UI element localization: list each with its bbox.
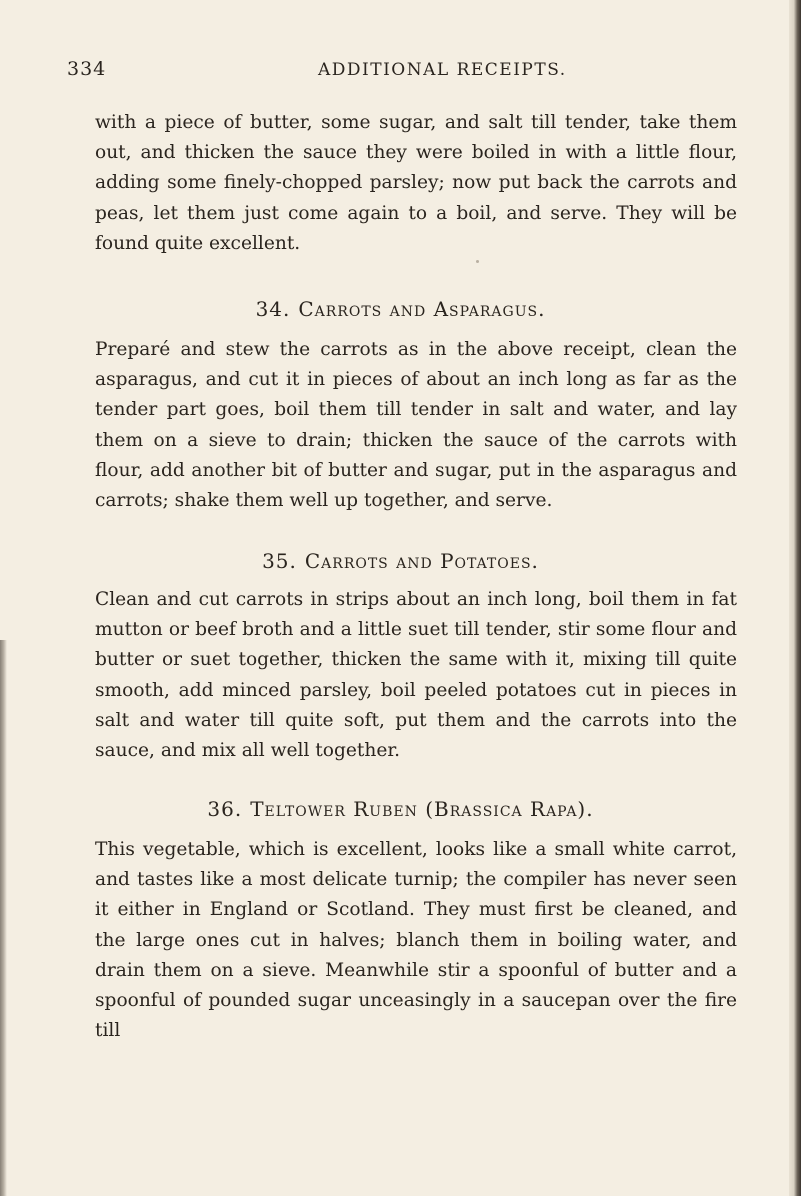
recipe-title: Carrots and Asparagus. bbox=[298, 297, 546, 321]
recipe-text-34: Preparé and stew the carrots as in the above receipt, clean the asparagus, and cut it in pieces of about an inch long as far as the tender part goes, boil them till tender in salt and water, and lay them on a sieve to drain; thicken the sauce of the carrots with flour, add another bit of butter and sugar, put in the asparagus and carrots; shake them well up together, and serve. bbox=[95, 339, 737, 512]
page-edge-shadow-right bbox=[789, 0, 801, 1196]
recipe-title: Carrots and Potatoes. bbox=[304, 549, 539, 573]
running-head: ADDITIONAL RECEIPTS. bbox=[318, 60, 567, 80]
page-edge-shadow-left bbox=[0, 640, 7, 1196]
recipe-number: 36. bbox=[207, 797, 243, 821]
recipe-heading-36 bbox=[0, 797, 801, 821]
recipe-heading-34 bbox=[0, 297, 801, 321]
paper-speck bbox=[476, 260, 479, 263]
recipe-heading-35 bbox=[0, 549, 801, 573]
recipe-number: 35. bbox=[262, 549, 297, 573]
page-number: 334 bbox=[67, 58, 107, 80]
page-header bbox=[0, 58, 801, 88]
recipe-number: 34. bbox=[255, 297, 291, 321]
recipe-text-35: Clean and cut carrots in strips about an inch long, boil them in fat mutton or beef broth and a little suet till tender, stir some flour and butter or suet together, thicken the same with it, mixing till quite smooth, add minced parsley, boil peeled potatoes cut in pieces in salt and water till quite soft, put them and the carrots into the sauce, and mix all well together. bbox=[95, 589, 737, 762]
paragraph-continuation: with a piece of butter, some sugar, and salt till tender, take them out, and thicken the sauce they were boiled in with a little flour, adding some finely-chopped parsley; now put back the carrots and peas, let them just come again to a boil, and serve. They will be found quite excellent. bbox=[95, 112, 737, 254]
recipe-text-36: This vegetable, which is excellent, looks like a small white carrot, and tastes like a most delicate turnip; the compiler has never seen it either in England or Scotland. They must first be cleaned, and the large ones cut in halves; blanch them in boiling water, and drain them on a sieve. Meanwhile stir a spoonful of butter and a spoonful of pounded sugar unceasingly in a saucepan over the fire till bbox=[95, 839, 737, 1042]
recipe-title: Teltower Ruben (Brassica Rapa). bbox=[250, 797, 594, 821]
